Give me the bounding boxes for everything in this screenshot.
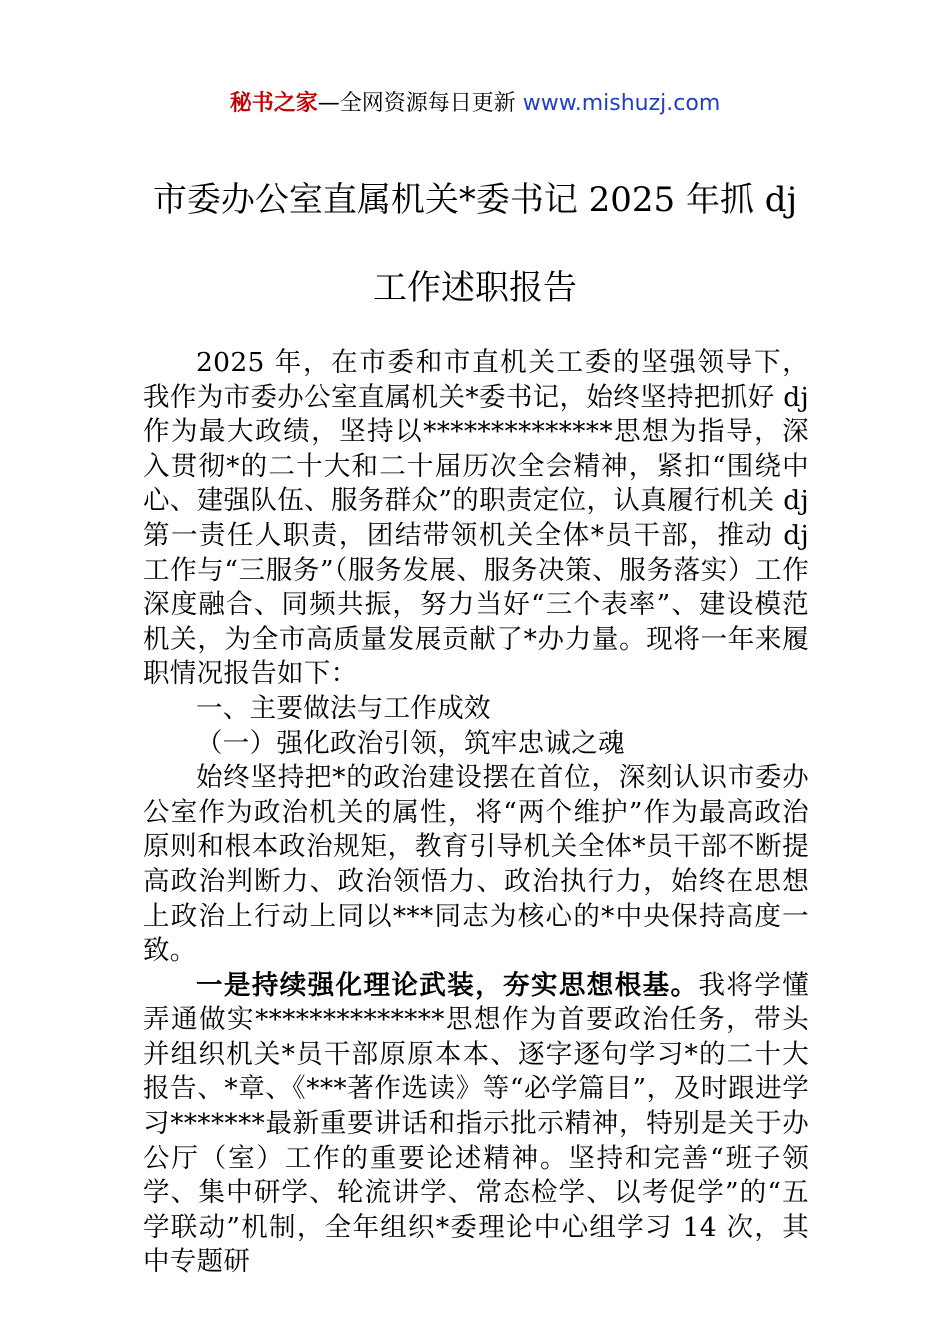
section-1-heading: 一、主要做法与工作成效 [196,692,491,724]
site-brand: 秘书之家 [229,91,318,116]
point-1-text: 我将学懂弄通做实**************思想作为首要政治任务，带头并组织机关*员干部原原本本、逐字逐句学习*的二十大报告、*章、《***著作选读》等“必学篇目”，及时跟进学习*******最新重要讲话和指示批示精神，特别是关于办公厅（室）工作的重要论述精神。坚持和完善“班子领学、集中研学、轮流讲学、常态检学、以考促学”的“五学联动”机制，全年组织*委理论中心组学习 14 次，其中专题研 [143,969,809,1278]
site-header [0,86,950,122]
title-line-2: 工作述职报告 [373,268,577,308]
title-line-1: 市委办公室直属机关*委书记 2025 年抓 dj [152,180,798,220]
document-body [143,346,809,1280]
subsection-1-heading: （一）强化政治引领，筑牢忠诚之魂 [196,727,625,759]
site-tagline: —全网资源每日更新 [317,91,523,116]
site-url-link[interactable]: www.mishuzj.com [522,91,721,116]
document-title [0,156,950,332]
subsection-1-paragraph: 始终坚持把*的政治建设摆在首位，深刻认识市委办公室作为政治机关的属性，将“两个维护”作为最高政治原则和根本政治规矩，教育引导机关全体*员干部不断提高政治判断力、政治领悟力、政治执行力，始终在思想上政治上行动上同以***同志为核心的*中央保持高度一致。 [143,762,809,967]
intro-paragraph: 2025 年，在市委和市直机关工委的坚强领导下，我作为市委办公室直属机关*委书记，始终坚持把抓好 dj 作为最大政绩，坚持以**************思想为指导，深入贯彻*的二十大和二十届历次全会精神，紧扣“围绕中心、建强队伍、服务群众”的职责定位，认真履行机关 dj 第一责任人职责，团结带领机关全体*员干部，推动 dj 工作与“三服务”（服务发展、服务决策、服务落实）工作深度融合、同频共振，努力当好“三个表率”、建设模范机关，为全市高质量发展贡献了*办力量。现将一年来履职情况报告如下： [143,347,809,690]
point-1-lead: 一是持续强化理论武装，夯实思想根基。 [196,969,699,1001]
point-1-paragraph [143,969,809,1280]
